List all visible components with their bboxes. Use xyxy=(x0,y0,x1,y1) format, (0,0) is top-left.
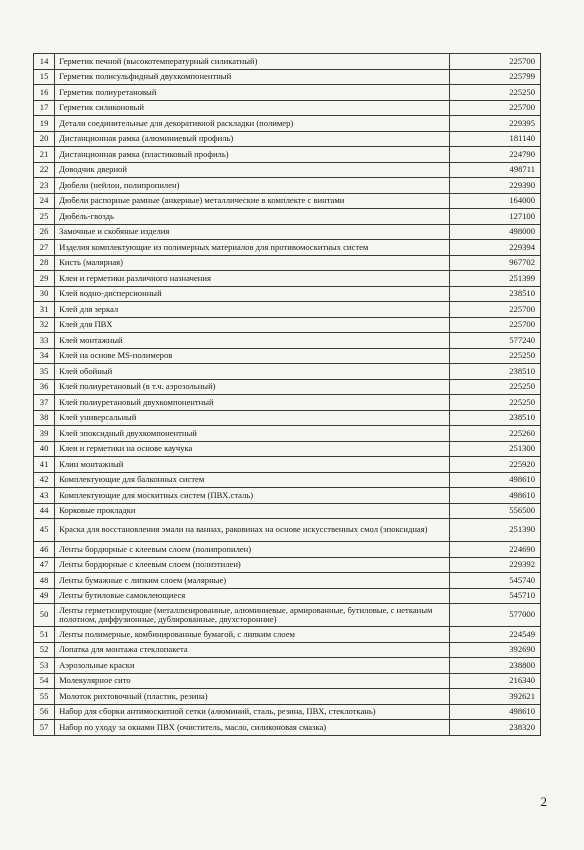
row-name: Герметик печной (высокотемпературный силикатный) xyxy=(55,54,450,70)
row-name: Ленты герметизирующие (металлизированные, алюминиевые, армированные, бутиловые, с нетканым полотном, диффузионные, дублированные, двухсторонние) xyxy=(55,604,450,627)
row-name: Изделия комплектующие из полимерных материалов для противомоскитных систем xyxy=(55,240,450,256)
row-code: 224549 xyxy=(450,627,541,643)
table-row xyxy=(34,642,541,658)
table-row xyxy=(34,720,541,736)
row-code: 577240 xyxy=(450,333,541,349)
table-row xyxy=(34,271,541,287)
row-number: 55 xyxy=(34,689,55,705)
row-number: 24 xyxy=(34,193,55,209)
row-name: Ленты бумажные с липким слоем (малярные) xyxy=(55,573,450,589)
row-code: 556500 xyxy=(450,503,541,519)
table-row xyxy=(34,69,541,85)
row-name: Клей обойный xyxy=(55,364,450,380)
table-row xyxy=(34,395,541,411)
row-code: 225250 xyxy=(450,348,541,364)
row-number: 27 xyxy=(34,240,55,256)
row-number: 19 xyxy=(34,116,55,132)
row-number: 35 xyxy=(34,364,55,380)
row-number: 31 xyxy=(34,302,55,318)
table-row xyxy=(34,673,541,689)
row-number: 54 xyxy=(34,673,55,689)
table-row xyxy=(34,426,541,442)
row-name: Дистанционная рамка (алюминиевый профиль) xyxy=(55,131,450,147)
row-number: 32 xyxy=(34,317,55,333)
row-code: 498610 xyxy=(450,488,541,504)
row-name: Герметик полисульфидный двухкомпонентный xyxy=(55,69,450,85)
table-row xyxy=(34,519,541,542)
row-name: Доводчик дверной xyxy=(55,162,450,178)
row-name: Ленты бордюрные с клеевым слоем (полиэтилен) xyxy=(55,557,450,573)
table-row xyxy=(34,85,541,101)
row-code: 127100 xyxy=(450,209,541,225)
row-number: 52 xyxy=(34,642,55,658)
row-name: Краска для восстановления эмали на ваннах, раковинах на основе искусственных смол (эпоксидная) xyxy=(55,519,450,542)
row-number: 23 xyxy=(34,178,55,194)
row-number: 57 xyxy=(34,720,55,736)
row-code: 225700 xyxy=(450,54,541,70)
row-number: 51 xyxy=(34,627,55,643)
row-number: 34 xyxy=(34,348,55,364)
row-number: 29 xyxy=(34,271,55,287)
table-row xyxy=(34,178,541,194)
row-name: Дюбель-гвоздь xyxy=(55,209,450,225)
row-name: Кисть (малярная) xyxy=(55,255,450,271)
row-code: 545710 xyxy=(450,588,541,604)
row-number: 36 xyxy=(34,379,55,395)
row-name: Аэрозольные краски xyxy=(55,658,450,674)
row-code: 164000 xyxy=(450,193,541,209)
row-name: Клей универсальный xyxy=(55,410,450,426)
table-row xyxy=(34,162,541,178)
row-code: 225250 xyxy=(450,85,541,101)
row-name: Клеи и герметики различного назначения xyxy=(55,271,450,287)
row-code: 225250 xyxy=(450,379,541,395)
row-code: 577000 xyxy=(450,604,541,627)
row-name: Клей водно-дисперсионный xyxy=(55,286,450,302)
table-row xyxy=(34,302,541,318)
row-number: 53 xyxy=(34,658,55,674)
row-name: Ленты бутиловые самоклеющиеся xyxy=(55,588,450,604)
row-number: 14 xyxy=(34,54,55,70)
row-name: Набор для сборки антимоскитной сетки (алюминий, сталь, резина, ПВХ, стеклоткань) xyxy=(55,704,450,720)
row-number: 21 xyxy=(34,147,55,163)
table-row xyxy=(34,689,541,705)
row-code: 225700 xyxy=(450,100,541,116)
table-row xyxy=(34,286,541,302)
row-name: Клей для ПВХ xyxy=(55,317,450,333)
row-name: Клин монтажный xyxy=(55,457,450,473)
row-name: Лопатка для монтажа стеклопакета xyxy=(55,642,450,658)
row-number: 15 xyxy=(34,69,55,85)
row-number: 39 xyxy=(34,426,55,442)
materials-table-body xyxy=(34,54,541,736)
row-name: Замочные и скобяные изделия xyxy=(55,224,450,240)
row-code: 251300 xyxy=(450,441,541,457)
table-row xyxy=(34,604,541,627)
table-row xyxy=(34,209,541,225)
row-number: 28 xyxy=(34,255,55,271)
row-code: 251390 xyxy=(450,519,541,542)
row-name: Молекулярное сито xyxy=(55,673,450,689)
row-number: 47 xyxy=(34,557,55,573)
row-number: 37 xyxy=(34,395,55,411)
row-name: Клей полиуретановый двухкомпонентный xyxy=(55,395,450,411)
table-row xyxy=(34,224,541,240)
row-code: 229392 xyxy=(450,557,541,573)
row-code: 225920 xyxy=(450,457,541,473)
table-row xyxy=(34,116,541,132)
table-row xyxy=(34,364,541,380)
row-number: 17 xyxy=(34,100,55,116)
table-row xyxy=(34,472,541,488)
row-name: Герметик силиконовый xyxy=(55,100,450,116)
row-name: Корковые прокладки xyxy=(55,503,450,519)
table-row xyxy=(34,147,541,163)
row-code: 225700 xyxy=(450,302,541,318)
row-code: 224690 xyxy=(450,542,541,558)
row-number: 33 xyxy=(34,333,55,349)
row-number: 41 xyxy=(34,457,55,473)
row-number: 42 xyxy=(34,472,55,488)
row-code: 967702 xyxy=(450,255,541,271)
row-code: 238510 xyxy=(450,410,541,426)
row-code: 545740 xyxy=(450,573,541,589)
table-row xyxy=(34,348,541,364)
table-row xyxy=(34,54,541,70)
row-code: 225799 xyxy=(450,69,541,85)
row-name: Герметик полиуретановый xyxy=(55,85,450,101)
row-name: Дюбели (нейлон, полипропилен) xyxy=(55,178,450,194)
table-row xyxy=(34,542,541,558)
row-number: 50 xyxy=(34,604,55,627)
row-code: 238320 xyxy=(450,720,541,736)
row-code: 238510 xyxy=(450,286,541,302)
row-code: 251399 xyxy=(450,271,541,287)
row-code: 238800 xyxy=(450,658,541,674)
row-name: Набор по уходу за окнами ПВХ (очиститель, масло, силиконовая смазка) xyxy=(55,720,450,736)
table-row xyxy=(34,573,541,589)
row-name: Молоток рихтовочный (пластик, резина) xyxy=(55,689,450,705)
row-code: 224790 xyxy=(450,147,541,163)
table-row xyxy=(34,379,541,395)
row-code: 498711 xyxy=(450,162,541,178)
row-name: Клей монтажный xyxy=(55,333,450,349)
row-code: 238510 xyxy=(450,364,541,380)
table-row xyxy=(34,457,541,473)
table-row xyxy=(34,557,541,573)
row-code: 498000 xyxy=(450,224,541,240)
row-name: Клей эпоксидный двухкомпонентный xyxy=(55,426,450,442)
row-name: Клей на основе MS-полимеров xyxy=(55,348,450,364)
row-name: Детали соединительные для декоративной раскладки (полимер) xyxy=(55,116,450,132)
row-code: 498610 xyxy=(450,472,541,488)
row-name: Ленты бордюрные с клеевым слоем (полипропилен) xyxy=(55,542,450,558)
row-code: 225260 xyxy=(450,426,541,442)
row-number: 20 xyxy=(34,131,55,147)
row-number: 49 xyxy=(34,588,55,604)
table-row xyxy=(34,503,541,519)
materials-table xyxy=(33,53,541,736)
row-name: Клей полиуретановый (в т.ч. аэрозольный) xyxy=(55,379,450,395)
table-row xyxy=(34,240,541,256)
table-row xyxy=(34,658,541,674)
table-row xyxy=(34,193,541,209)
row-code: 498610 xyxy=(450,704,541,720)
table-row xyxy=(34,255,541,271)
row-code: 229394 xyxy=(450,240,541,256)
table-row xyxy=(34,333,541,349)
page-number: 2 xyxy=(540,794,547,809)
table-row xyxy=(34,627,541,643)
row-name: Комплектующие для балконных систем xyxy=(55,472,450,488)
table-row xyxy=(34,441,541,457)
row-number: 43 xyxy=(34,488,55,504)
table-row xyxy=(34,410,541,426)
row-name: Клей для зеркал xyxy=(55,302,450,318)
table-row xyxy=(34,588,541,604)
row-number: 16 xyxy=(34,85,55,101)
row-number: 30 xyxy=(34,286,55,302)
table-row xyxy=(34,704,541,720)
row-code: 181140 xyxy=(450,131,541,147)
row-number: 22 xyxy=(34,162,55,178)
table-row xyxy=(34,100,541,116)
table-row xyxy=(34,488,541,504)
row-code: 216340 xyxy=(450,673,541,689)
row-code: 229395 xyxy=(450,116,541,132)
row-code: 225250 xyxy=(450,395,541,411)
row-code: 392621 xyxy=(450,689,541,705)
row-name: Клеи и герметики на основе каучука xyxy=(55,441,450,457)
row-code: 225700 xyxy=(450,317,541,333)
row-number: 45 xyxy=(34,519,55,542)
row-name: Ленты полимерные, комбинированные бумагой, с липким слоем xyxy=(55,627,450,643)
table-row xyxy=(34,131,541,147)
row-number: 46 xyxy=(34,542,55,558)
row-number: 38 xyxy=(34,410,55,426)
table-row xyxy=(34,317,541,333)
row-number: 25 xyxy=(34,209,55,225)
row-number: 44 xyxy=(34,503,55,519)
row-number: 56 xyxy=(34,704,55,720)
row-name: Дистанционная рамка (пластиковый профиль) xyxy=(55,147,450,163)
row-code: 229390 xyxy=(450,178,541,194)
row-number: 26 xyxy=(34,224,55,240)
row-number: 40 xyxy=(34,441,55,457)
row-number: 48 xyxy=(34,573,55,589)
row-name: Дюбели распорные рамные (анкерные) металлические в комплекте с винтами xyxy=(55,193,450,209)
row-name: Комплектующие для москитных систем (ПВХ.сталь) xyxy=(55,488,450,504)
row-code: 392690 xyxy=(450,642,541,658)
